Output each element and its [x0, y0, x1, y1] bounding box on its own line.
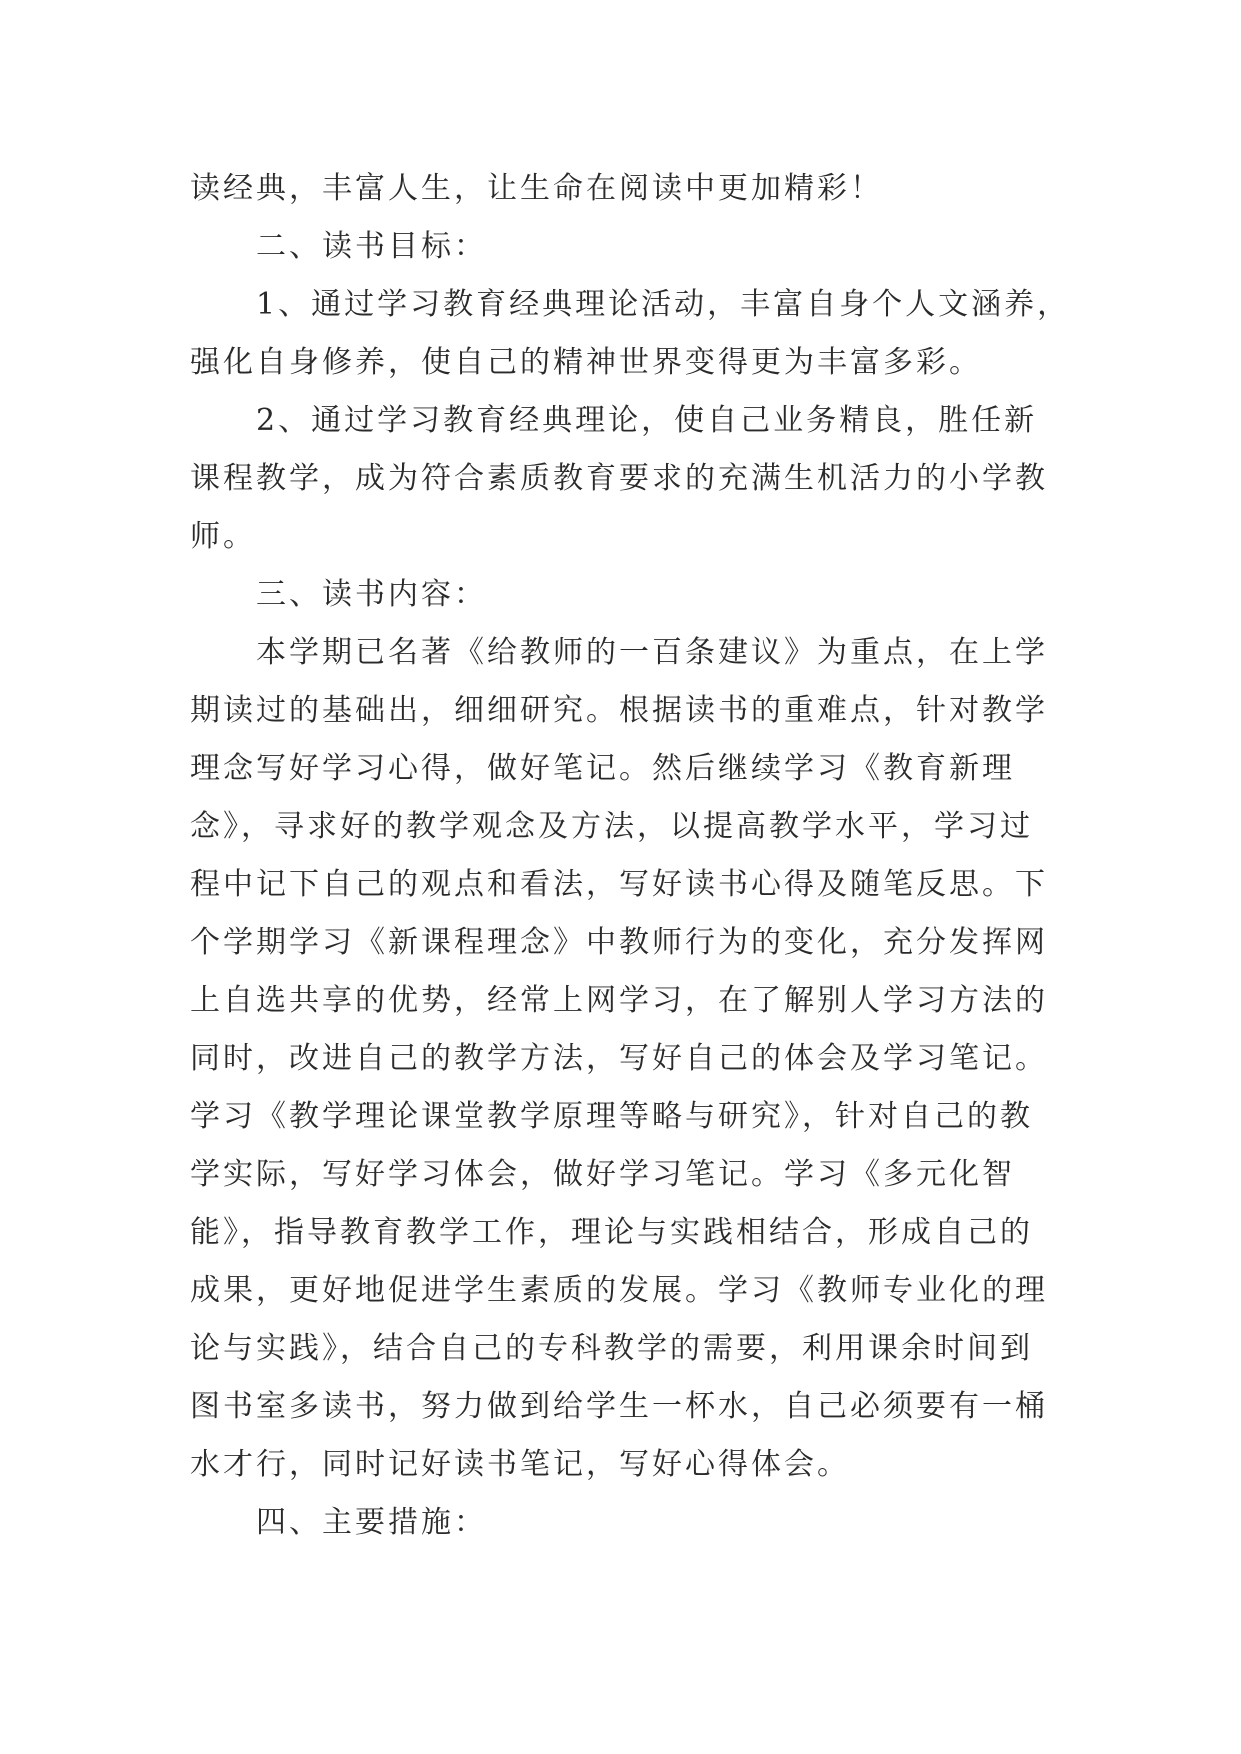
text-line: 水才行，同时记好读书笔记，写好心得体会。 [190, 1447, 850, 1482]
text-line: 论与实践》，结合自己的专科教学的需要，利用课余时间到 [190, 1331, 1033, 1366]
text-line: 程中记下自己的观点和看法，写好读书心得及随笔反思。下 [190, 867, 1048, 902]
section-heading-reading-goals: 二、读书目标： [256, 229, 487, 264]
text-line: 学习《教学理论课堂教学原理等略与研究》，针对自己的教 [190, 1099, 1033, 1134]
document-body [190, 160, 1070, 1552]
text-line: 能》，指导教育教学工作，理论与实践相结合，形成自己的 [190, 1215, 1033, 1250]
section-heading-reading-content: 三、读书内容： [256, 577, 487, 612]
text-line: 图书室多读书，努力做到给学生一杯水，自己必须要有一桶 [190, 1389, 1048, 1424]
text-line: 读经典，丰富人生，让生命在阅读中更加精彩！ [190, 171, 883, 206]
text-line: 学实际，写好学习体会，做好学习笔记。学习《多元化智 [190, 1157, 1015, 1192]
text-line: 念》，寻求好的教学观念及方法，以提高教学水平，学习过 [190, 809, 1033, 844]
text-line: 1、通过学习教育经典理论活动，丰富自身个人文涵养， [256, 287, 1071, 322]
text-line: 同时，改进自己的教学方法，写好自己的体会及学习笔记。 [190, 1041, 1048, 1076]
text-line: 强化自身修养，使自己的精神世界变得更为丰富多彩。 [190, 345, 982, 380]
text-line: 个学期学习《新课程理念》中教师行为的变化，充分发挥网 [190, 925, 1048, 960]
text-line: 理念写好学习心得，做好笔记。然后继续学习《教育新理 [190, 751, 1015, 786]
text-line: 本学期已名著《给教师的一百条建议》为重点，在上学 [256, 635, 1048, 670]
text-line: 课程教学，成为符合素质教育要求的充满生机活力的小学教 [190, 461, 1048, 496]
text-line: 师。 [190, 519, 256, 554]
text-line: 2、通过学习教育经典理论，使自己业务精良，胜任新 [256, 403, 1038, 438]
text-line: 期读过的基础出，细细研究。根据读书的重难点，针对教学 [190, 693, 1048, 728]
section-heading-main-measures: 四、主要措施： [256, 1505, 487, 1540]
text-line: 成果，更好地促进学生素质的发展。学习《教师专业化的理 [190, 1273, 1048, 1308]
text-line: 上自选共享的优势，经常上网学习，在了解别人学习方法的 [190, 983, 1048, 1018]
